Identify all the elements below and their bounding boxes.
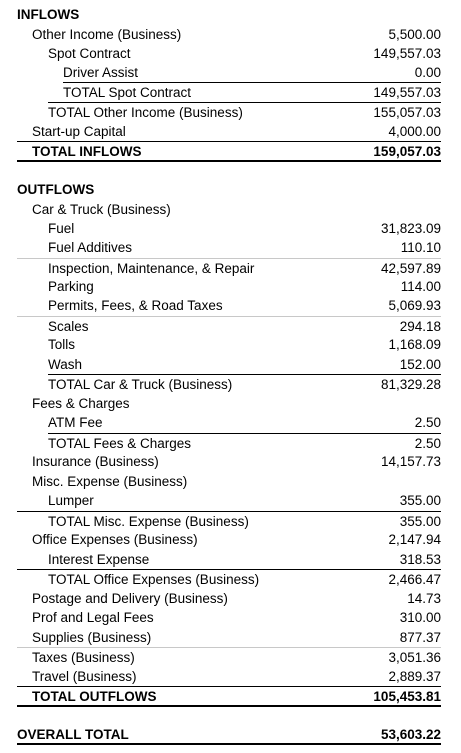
row-value: 81,329.28: [380, 377, 441, 392]
row-value: 355.00: [399, 493, 441, 508]
row-value: 149,557.03: [373, 85, 441, 100]
row-label: TOTAL INFLOWS: [32, 144, 142, 159]
total-office-expenses-row: [17, 569, 441, 589]
row-value: 318.53: [399, 552, 441, 567]
row-label: TOTAL Misc. Expense (Business): [48, 514, 249, 529]
row-label: Prof and Legal Fees: [32, 610, 154, 625]
misc-expense-row: [0, 472, 461, 491]
row-label: Taxes (Business): [32, 650, 135, 665]
row-value: 1,168.09: [388, 337, 441, 352]
row-label: TOTAL Fees & Charges: [48, 436, 192, 451]
row-value: 5,069.93: [388, 298, 441, 313]
wash-row: [0, 355, 461, 374]
row-label: Postage and Delivery (Business): [32, 591, 228, 606]
row-label: Supplies (Business): [32, 630, 152, 645]
startup-capital-row: [0, 122, 461, 141]
insurance-row: [0, 452, 461, 471]
row-label: Fuel: [48, 221, 75, 236]
row-value: 0.00: [414, 65, 441, 80]
row-label: ATM Fee: [48, 415, 103, 430]
row-label: Insurance (Business): [32, 454, 159, 469]
row-value: 152.00: [399, 357, 441, 372]
total-spot-contract-row: [63, 82, 441, 102]
row-label: Other Income (Business): [32, 27, 182, 42]
row-value: 31,823.09: [380, 221, 441, 236]
row-label: Scales: [48, 319, 89, 334]
row-value: 3,051.36: [388, 650, 441, 665]
overall-total-row: [17, 725, 441, 745]
permits-row: [0, 296, 461, 315]
row-label: OVERALL TOTAL: [17, 727, 129, 742]
postage-row: [0, 589, 461, 608]
row-label: Interest Expense: [48, 552, 150, 567]
row-value: 294.18: [399, 319, 441, 334]
fees-charges-row: [0, 394, 461, 413]
tolls-row: [0, 335, 461, 354]
row-label: Tolls: [48, 337, 76, 352]
lumper-row: [0, 491, 461, 510]
row-label: Driver Assist: [63, 65, 139, 80]
spot-contract-row: [0, 44, 461, 63]
row-label: Lumper: [48, 493, 94, 508]
row-value: 2,889.37: [388, 669, 441, 684]
inspection-row: [17, 258, 441, 278]
scales-row: [17, 316, 441, 336]
outflows-heading-row: [0, 180, 461, 199]
parking-row: [0, 277, 461, 296]
row-value: 105,453.81: [373, 689, 441, 704]
inflows-heading: INFLOWS: [17, 7, 80, 22]
total-car-truck-row: [48, 374, 441, 394]
atm-fee-row: [0, 413, 461, 432]
row-label: Car & Truck (Business): [32, 202, 171, 217]
row-value: 159,057.03: [373, 144, 441, 159]
row-label: Permits, Fees, & Road Taxes: [48, 298, 223, 313]
row-value: 355.00: [399, 514, 441, 529]
driver-assist-row: [0, 63, 461, 82]
total-misc-expense-row: [17, 511, 441, 531]
row-value: 2.50: [414, 436, 441, 451]
row-label: Travel (Business): [32, 669, 137, 684]
row-value: 2,466.47: [388, 572, 441, 587]
row-value: 2,147.94: [388, 532, 441, 547]
row-value: 310.00: [399, 610, 441, 625]
row-label: Misc. Expense (Business): [32, 474, 188, 489]
row-value: 5,500.00: [388, 27, 441, 42]
row-label: TOTAL OUTFLOWS: [32, 689, 157, 704]
row-label: TOTAL Spot Contract: [63, 85, 192, 100]
row-label: Fees & Charges: [32, 396, 130, 411]
total-outflows-row: [17, 686, 441, 707]
row-label: Inspection, Maintenance, & Repair: [48, 261, 255, 276]
office-expenses-row: [0, 530, 461, 549]
row-label: Office Expenses (Business): [32, 532, 198, 547]
row-value: 4,000.00: [388, 124, 441, 139]
row-value: 42,597.89: [380, 261, 441, 276]
row-label: TOTAL Office Expenses (Business): [48, 572, 260, 587]
prof-legal-row: [0, 608, 461, 627]
row-label: Start-up Capital: [32, 124, 126, 139]
row-value: 877.37: [399, 630, 441, 645]
row-value: 155,057.03: [373, 105, 441, 120]
row-label: TOTAL Other Income (Business): [48, 105, 243, 120]
row-value: 2.50: [414, 415, 441, 430]
row-label: Wash: [48, 357, 83, 372]
fuel-row: [0, 219, 461, 238]
total-other-income-row: [48, 102, 441, 122]
row-value: 14,157.73: [380, 454, 441, 469]
supplies-row: [0, 628, 461, 647]
fuel-additives-row: [0, 238, 461, 257]
row-value: 149,557.03: [373, 46, 441, 61]
row-value: 53,603.22: [380, 727, 441, 742]
row-value: 110.10: [400, 240, 441, 255]
other-income-row: [0, 25, 461, 44]
travel-row: [0, 667, 461, 686]
total-inflows-row: [17, 141, 441, 162]
inflows-heading-row: [0, 5, 461, 24]
row-label: Spot Contract: [48, 46, 131, 61]
taxes-row: [17, 647, 441, 667]
interest-expense-row: [0, 550, 461, 569]
car-truck-row: [0, 200, 461, 219]
row-label: Fuel Additives: [48, 240, 133, 255]
outflows-heading: OUTFLOWS: [17, 182, 95, 197]
total-fees-charges-row: [48, 433, 441, 453]
row-value: 114.00: [400, 279, 441, 294]
row-label: TOTAL Car & Truck (Business): [48, 377, 233, 392]
row-value: 14.73: [407, 591, 441, 606]
row-label: Parking: [48, 279, 94, 294]
